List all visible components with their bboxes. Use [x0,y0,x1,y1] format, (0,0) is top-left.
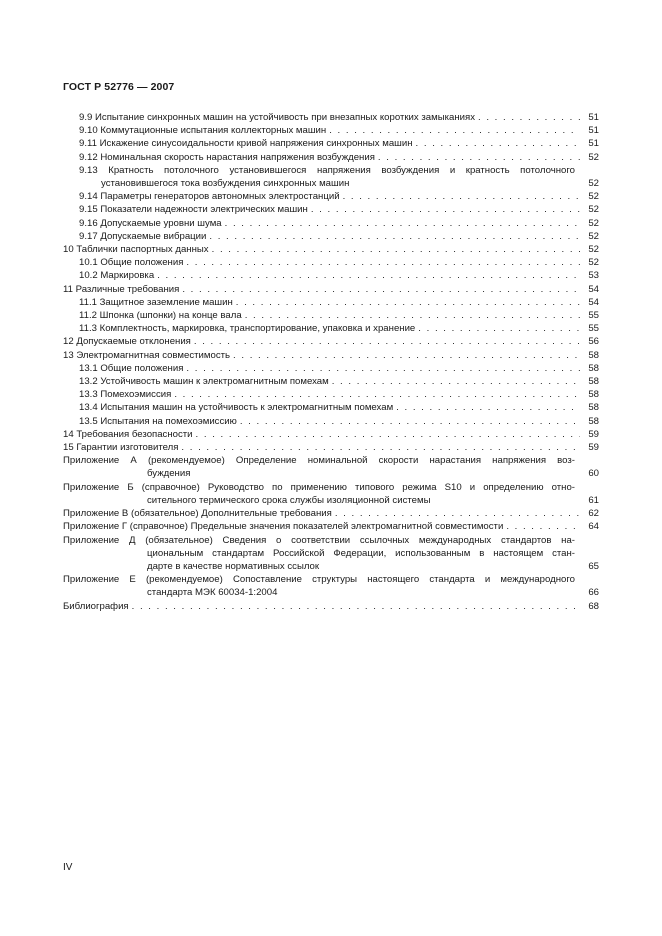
toc-entry[interactable] [63,283,599,296]
toc-entry[interactable] [63,573,599,599]
toc-entry-title: 13.5 Испытания на помехоэмиссию [79,415,237,427]
toc-page-number: 54 [588,296,599,308]
toc-entry-title: 10.2 Маркировка [79,270,155,282]
dot-leader [194,335,580,348]
toc-entry-title-line: дарте в качестве нормативных ссылок [147,560,320,572]
toc-entry-title-line: установившегося тока возбуждения синхронных машин [101,178,350,190]
toc-entry-title: 11.2 Шпонка (шпонки) на конце вала [79,310,242,322]
toc-page-number: 64 [588,521,599,533]
toc-entry-title: 9.15 Показатели надежности электрических машин [79,204,308,216]
dot-leader [186,362,580,375]
toc-entry[interactable] [63,164,599,190]
dot-leader [506,520,580,533]
toc-page-number: 62 [588,508,599,520]
dot-leader [332,375,580,388]
toc-entry-title: 9.10 Коммутационные испытания коллекторных машин [79,125,327,137]
toc-entry-title: 9.12 Номинальная скорость нарастания напряжения возбуждения [79,151,375,163]
dot-leader [416,137,580,150]
toc-entry-title-line: Приложение Д (обязательное) Сведения о соответствии ссылочных международных стандартов на- [63,534,575,546]
toc-page-number: 53 [588,270,599,282]
toc-entry[interactable] [63,137,599,150]
dot-leader [329,124,580,137]
toc-entry[interactable] [63,349,599,362]
toc-page-number: 59 [588,442,599,454]
toc-entry-title-line: Приложение Б (справочное) Руководство по применению типового режима S10 и определению отно- [63,481,575,493]
toc-entry[interactable] [63,322,599,335]
dot-leader [181,441,580,454]
toc-page-number: 52 [588,257,599,269]
toc-page-number: 52 [588,204,599,216]
toc-page-number: 52 [588,217,599,229]
toc-entry[interactable] [63,415,599,428]
toc-page-number: 58 [588,402,599,414]
toc-page-number: 58 [588,389,599,401]
toc-entry[interactable] [63,507,599,520]
toc-entry-title-line: стандарта МЭК 60034-1:2004 [147,587,278,599]
toc-entry-title-line: 9.13 Кратность потолочного установившегося напряжения возбуждения и кратность потолочного [79,164,575,176]
dot-leader [378,151,580,164]
toc-entry-title: 13.2 Устойчивость машин к электромагнитным помехам [79,376,329,388]
toc-page-number: 58 [588,415,599,427]
toc-entry-title: 9.11 Искажение синусоидальности кривой напряжения синхронных машин [79,138,413,150]
toc-page-number: 59 [588,428,599,440]
toc-page-number: 54 [588,283,599,295]
dot-leader [157,269,580,282]
dot-leader [174,388,580,401]
toc-entry-title: 13.3 Помехоэмиссия [79,389,172,401]
dot-leader [212,243,580,256]
toc-entry-title-line: Приложение А (рекомендуемое) Определение номинальной скорости нарастания напряжения воз- [63,455,575,467]
toc-entry-title-line: буждения [147,468,191,480]
dot-leader [186,256,580,269]
toc-entry-title-line: сительного термического срока службы изоляционной системы [147,494,431,506]
toc-entry-title: 14 Требования безопасности [63,428,193,440]
toc-page-number: 68 [588,600,599,612]
toc-entry[interactable] [63,151,599,164]
toc-entry-title: 11.1 Защитное заземление машин [79,296,233,308]
toc-entry-title: 12 Допускаемые отклонения [63,336,191,348]
toc-entry-title: 13 Электромагнитная совместимость [63,349,231,361]
dot-leader [245,309,580,322]
toc-entry-title: Библиография [63,600,129,612]
toc-page-number: 58 [588,376,599,388]
toc-entry-title: 9.14 Параметры генераторов автономных электростанций [79,191,340,203]
toc-entry-title-line: Приложение Е (рекомендуемое) Сопоставление структуры настоящего стандарта и международного [63,574,575,586]
dot-leader [196,428,580,441]
dot-leader [225,217,580,230]
dot-leader [182,283,580,296]
dot-leader [233,349,580,362]
toc-entry[interactable] [63,296,599,309]
toc-entry[interactable] [63,335,599,348]
toc-entry[interactable] [63,401,599,414]
toc-page-number: 52 [588,244,599,256]
toc-entry[interactable] [63,203,599,216]
toc-entry-title: 9.17 Допускаемые вибрации [79,230,207,242]
toc-page-number: 52 [588,151,599,163]
toc-entry[interactable] [63,269,599,282]
toc-page-number: 58 [588,362,599,374]
toc-page-number: 61 [588,494,599,506]
toc-entry-title: Приложение В (обязательное) Дополнительные требования [63,508,332,520]
toc-page-number: 51 [588,125,599,137]
toc-entry[interactable] [63,441,599,454]
toc-entry[interactable] [63,362,599,375]
toc-entry[interactable] [63,309,599,322]
toc-entry[interactable] [63,481,599,507]
dot-leader [418,322,580,335]
toc-entry-title: 15 Гарантии изготовителя [63,442,179,454]
toc-entry[interactable] [63,428,599,441]
toc-entry-title: Приложение Г (справочное) Предельные значения показателей электромагнитной совместимости [63,521,504,533]
toc-entry-title: 10.1 Общие положения [79,257,184,269]
toc-entry-title: 9.16 Допускаемые уровни шума [79,217,222,229]
toc-page-number: 65 [588,560,599,572]
toc-entry[interactable] [63,256,599,269]
toc-page-number: 55 [588,323,599,335]
toc-entry-title: 11 Различные требования [63,283,180,295]
dot-leader [236,296,580,309]
dot-leader [209,230,580,243]
page-number: IV [63,862,73,873]
toc-entry-title: 9.9 Испытание синхронных машин на устойчивость при внезапных коротких замыканиях [79,112,475,123]
toc-entry-title: 13.4 Испытания машин на устойчивость к электромагнитным помехам [79,402,394,414]
toc-page-number: 56 [588,336,599,348]
toc-entry-title: 13.1 Общие положения [79,362,184,374]
toc-page-number: 52 [588,191,599,203]
dot-leader [132,600,580,613]
toc-entry[interactable] [63,230,599,243]
toc-page-number: 51 [588,138,599,150]
toc-page-number: 52 [588,178,599,190]
toc-entry[interactable] [63,217,599,230]
toc-entry[interactable] [63,111,599,124]
toc-entry[interactable] [63,454,599,480]
toc-entry-title-line: циональным стандартам Российской Федерации, использованным в настоящем стан- [147,547,575,559]
document-header: ГОСТ Р 52776 — 2007 [63,81,175,93]
toc-entry[interactable] [63,388,599,401]
dot-leader [240,415,580,428]
toc-entry-title: 10 Таблички паспортных данных [63,244,209,256]
toc-entry[interactable] [63,190,599,203]
toc-entry[interactable] [63,600,599,613]
toc-entry[interactable] [63,534,599,574]
dot-leader [343,190,580,203]
dot-leader [478,111,580,124]
dot-leader [396,401,580,414]
toc-page-number: 52 [588,230,599,242]
toc-page-number: 66 [588,587,599,599]
dot-leader [335,507,580,520]
toc-entry[interactable] [63,243,599,256]
toc-entry[interactable] [63,520,599,533]
toc-page-number: 60 [588,468,599,480]
toc-page-number: 58 [588,349,599,361]
toc-page-number: 55 [588,310,599,322]
toc-entry[interactable] [63,375,599,388]
toc-page-number: 51 [588,112,599,123]
toc-entry-title: 11.3 Комплектность, маркировка, транспортирование, упаковка и хранение [79,323,416,335]
toc-entry[interactable] [63,124,599,137]
table-of-contents [63,111,599,613]
dot-leader [311,203,580,216]
